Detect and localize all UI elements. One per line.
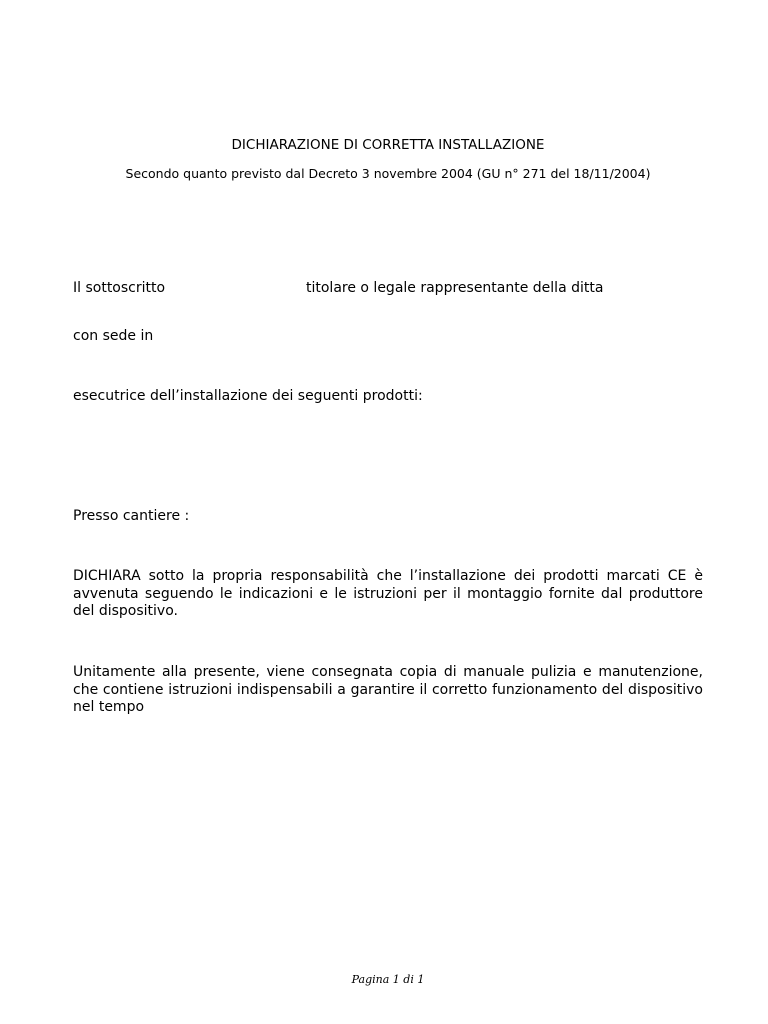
document-subtitle: Secondo quanto previsto dal Decreto 3 novembre 2004 (GU n° 271 del 18/11/2004) [125,166,651,181]
site-label: Presso cantiere : [73,508,190,524]
manual-paragraph: Unitamente alla presente, viene consegnata copia di manuale pulizia e manutenzione, che contiene istruzioni indispensabili a garantire il corretto funzionamento del dispositivo nel tempo [73,664,703,715]
installer-label: esecutrice dell’installazione dei seguenti prodotti: [73,388,423,404]
declaration-paragraph: DICHIARA sotto la propria responsabilità che l’installazione dei prodotti marcati CE è avvenuta seguendo le indicazioni e le istruzioni per il montaggio fornite dal produttore del dispositivo. [73,568,703,619]
headquarters-label: con sede in [73,328,154,344]
document-title: DICHIARAZIONE DI CORRETTA INSTALLAZIONE [231,137,545,153]
owner-label: titolare o legale rappresentante della ditta [306,280,604,296]
page-number-footer: Pagina 1 di 1 [351,973,425,986]
undersigned-label: Il sottoscritto [73,280,166,296]
